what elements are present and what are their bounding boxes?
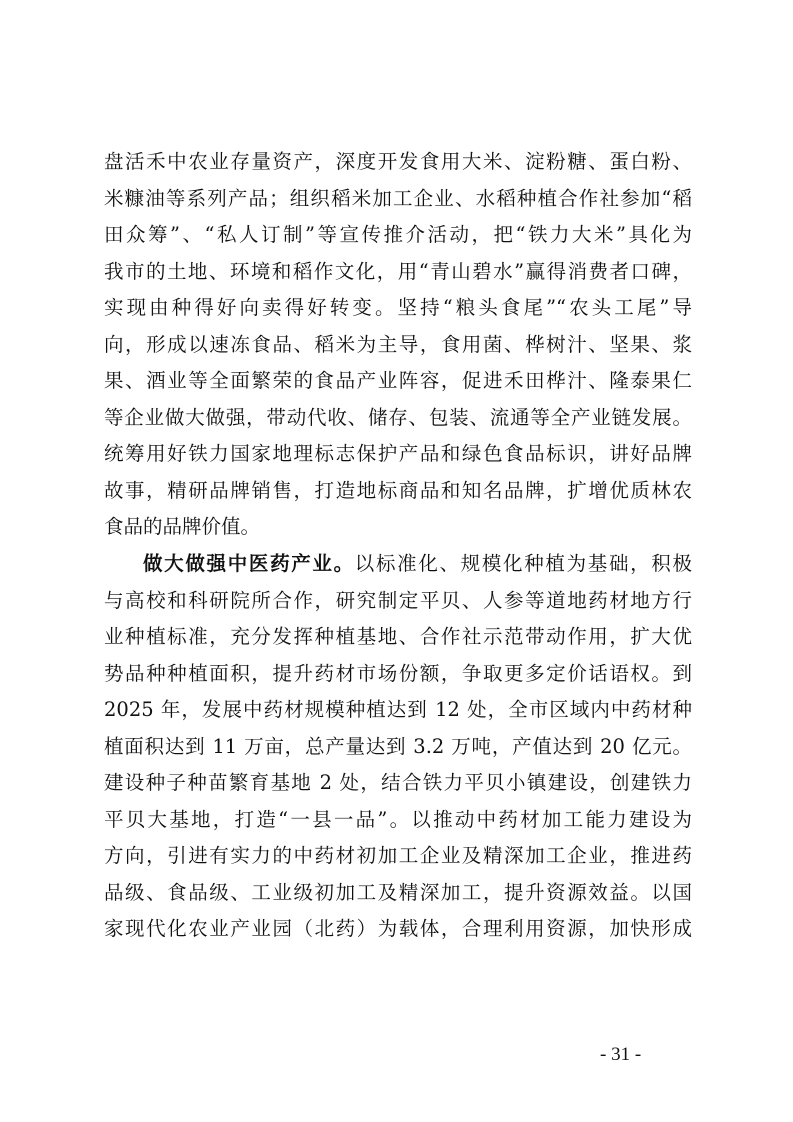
text-line: 业种植标准，充分发挥种植基地、合作社示范带动作用，扩大优 [104,625,692,649]
text-line: 米糠油等系列产品；组织稻米加工企业、水稻种植合作社参加“稻 [104,186,692,210]
section-heading: 做大做强中医药产业。 [143,552,355,576]
text-line: 平贝大基地，打造“一县一品”。以推动中药材加工能力建设为 [104,807,692,831]
text-line: 统筹用好铁力国家地理标志保护产品和绿色食品标识，讲好品牌 [104,442,692,466]
paragraph-2 [104,546,692,948]
text-line: 与高校和科研院所合作，研究制定平贝、人参等道地药材地方行 [104,588,692,612]
text-line: 果、酒业等全面繁荣的食品产业阵容，促进禾田桦汁、隆泰果仁 [104,369,692,393]
text-line: 家现代化农业产业园（北药）为载体，合理利用资源，加快形成 [104,917,692,941]
text-line: 势品种种植面积，提升药材市场份额，争取更多定价话语权。到 [104,661,692,685]
text-line: 植面积达到 11 万亩，总产量达到 3.2 万吨，产值达到 20 亿元。 [104,734,692,758]
text-line: 建设种子种苗繁育基地 2 处，结合铁力平贝小镇建设，创建铁力 [104,771,692,795]
text-line: 我市的土地、环境和稻作文化，用“青山碧水”赢得消费者口碑， [104,259,692,283]
text-line: 品级、食品级、工业级初加工及精深加工，提升资源效益。以国 [104,880,692,904]
text-line: 等企业做大做强，带动代收、储存、包装、流通等全产业链发展。 [104,405,692,429]
body-text [104,144,692,948]
paragraph-first-line [104,546,692,583]
text-line: 实现由种得好向卖得好转变。坚持“粮头食尾”“农头工尾”导 [104,296,692,320]
page-number: - 31 - [600,1044,642,1065]
text-segment: 以标准化、规模化种植为基础，积极 [354,552,692,576]
text-line: 盘活禾中农业存量资产，深度开发食用大米、淀粉糖、蛋白粉、 [104,150,692,173]
text-line: 故事，精研品牌销售，打造地标商品和知名品牌，扩增优质林农 [104,478,692,502]
text-line: 向，形成以速冻食品、稻米为主导，食用菌、桦树汁、坚果、浆 [104,332,692,356]
paragraph-1 [104,144,692,546]
text-line: 2025 年，发展中药材规模种植达到 12 处，全市区域内中药材种 [104,698,692,722]
text-line: 方向，引进有实力的中药材初加工企业及精深加工企业，推进药 [104,844,692,868]
text-line: 田众筹”、“私人订制”等宣传推介活动，把“铁力大米”具化为 [104,223,692,247]
text-line: 食品的品牌价值。 [104,515,261,539]
